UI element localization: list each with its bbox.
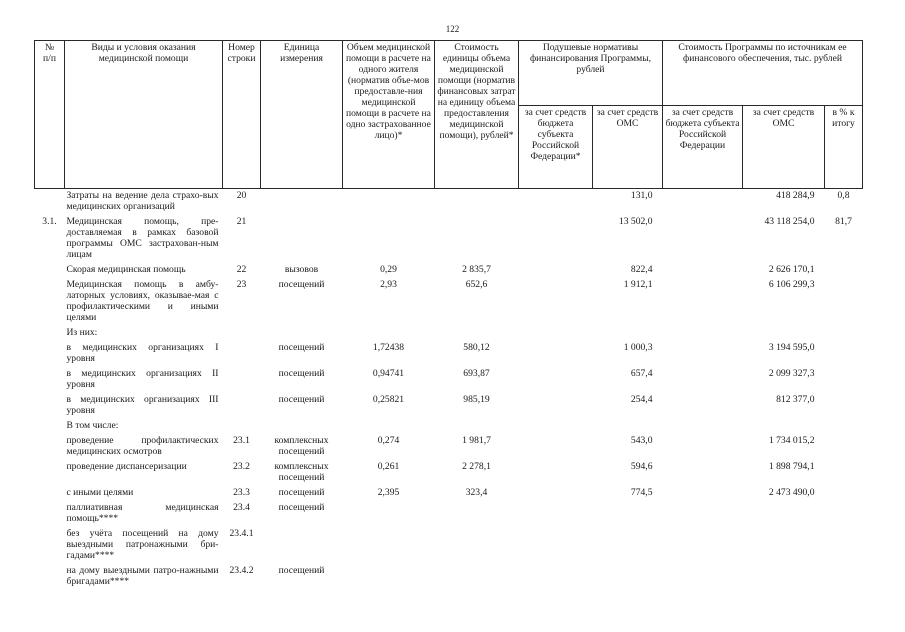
cell-num <box>35 527 65 564</box>
cell-volume <box>343 189 435 216</box>
cell-row <box>223 393 261 419</box>
table-row <box>35 326 863 341</box>
cell-num <box>35 419 65 434</box>
cell-name: Из них: <box>66 327 98 338</box>
cell-pr-budget <box>663 215 743 263</box>
cell-unit: посещений <box>278 487 325 498</box>
cell-pc-budget <box>519 263 593 278</box>
table-row <box>35 434 863 460</box>
cell-pct <box>825 263 863 278</box>
cell-unit: посещений <box>278 565 325 576</box>
cell-pct: 0,8 <box>837 190 850 201</box>
cell-row: 23 <box>236 279 247 290</box>
header-pr-pct: в % к итогу <box>825 106 863 189</box>
cell-cost: 693,87 <box>463 368 490 379</box>
cell-pc-oms: 254,4 <box>630 394 653 405</box>
cell-pct: 81,7 <box>835 216 852 227</box>
header-pr-budget: за счет средств бюджета субъекта Российской Федерации <box>663 106 743 189</box>
cell-name: Затраты на ведение дела страхо-вых медицинских организаций <box>66 190 219 212</box>
cell-name: В том числе: <box>66 420 119 431</box>
cell-row <box>223 367 261 393</box>
cell-pc-budget <box>519 393 593 419</box>
cell-row <box>223 326 261 341</box>
cell-pc-oms: 657,4 <box>630 368 653 379</box>
cell-num <box>35 460 65 486</box>
cell-cost <box>435 527 519 564</box>
cell-name: на дому выездными патро-нажными бригадами**** <box>66 565 219 587</box>
table-row <box>35 367 863 393</box>
cell-unit: посещений <box>278 342 325 353</box>
cell-row: 23.1 <box>233 435 250 446</box>
cell-cost <box>435 326 519 341</box>
header-num: № п/п <box>35 41 65 189</box>
cell-pct <box>825 341 863 367</box>
cell-pc-oms <box>593 527 663 564</box>
cell-pct <box>825 326 863 341</box>
cell-unit: комплексных посещений <box>274 461 329 483</box>
cell-volume <box>343 215 435 263</box>
cell-name: проведение диспансеризации <box>66 461 187 472</box>
cell-unit: посещений <box>278 368 325 379</box>
table-row <box>35 564 863 590</box>
header-unit: Единица измерения <box>261 41 343 189</box>
cell-pc-budget <box>519 419 593 434</box>
cell-pr-budget <box>663 326 743 341</box>
cell-pct <box>825 393 863 419</box>
header-program-cost: Стоимость Программы по источникам ее финансового обеспечения, тыс. рублей <box>663 41 863 106</box>
cell-cost <box>435 564 519 590</box>
table-row <box>35 263 863 278</box>
cell-pr-oms: 6 106 299,3 <box>768 279 815 290</box>
cell-pc-oms <box>593 564 663 590</box>
cell-pr-oms: 2 626 170,1 <box>768 264 815 275</box>
cell-cost: 2 278,1 <box>462 461 491 472</box>
cell-pc-oms: 1 912,1 <box>623 279 653 290</box>
cell-pct <box>825 278 863 326</box>
cell-pr-oms: 2 473 490,0 <box>768 487 815 498</box>
cell-pc-oms: 131,0 <box>630 190 653 201</box>
cell-name: Скорая медицинская помощь <box>66 264 186 275</box>
table-row <box>35 393 863 419</box>
cell-volume: 0,261 <box>377 461 400 472</box>
cell-name: в медицинских организациях II уровня <box>66 368 219 390</box>
cell-volume: 2,395 <box>377 487 400 498</box>
cell-volume: 2,93 <box>380 279 397 290</box>
cell-unit <box>261 215 343 263</box>
cell-pc-budget <box>519 434 593 460</box>
cell-name: Медицинская помощь в амбу-латорных условиях, оказывае-мая с профилактическими и иными целями <box>66 279 219 323</box>
cell-pc-budget <box>519 486 593 501</box>
cell-cost: 2 835,7 <box>462 264 491 275</box>
cell-name: в медицинских организациях I уровня <box>66 342 219 364</box>
cell-cost: 1 981,7 <box>462 435 491 446</box>
cell-num <box>35 189 65 216</box>
cell-row: 20 <box>236 190 247 201</box>
cell-cost: 985,19 <box>463 394 490 405</box>
cell-pc-oms <box>593 419 663 434</box>
cell-pct <box>825 460 863 486</box>
cell-row: 23.4.1 <box>229 528 254 539</box>
cell-pc-oms <box>593 501 663 527</box>
cell-volume <box>343 527 435 564</box>
cell-cost: 580,12 <box>463 342 490 353</box>
cell-num <box>35 564 65 590</box>
cell-num <box>35 486 65 501</box>
cell-pr-oms: 1 734 015,2 <box>768 435 815 446</box>
cell-pr-budget <box>663 393 743 419</box>
cell-cost <box>435 215 519 263</box>
cell-pct <box>825 527 863 564</box>
cell-num <box>35 367 65 393</box>
table-row <box>35 278 863 326</box>
cell-pr-oms <box>743 501 825 527</box>
table-row <box>35 419 863 434</box>
cell-name: Медицинская помощь, пре-доставляемая в рамках базовой программы ОМС застрахован-ным лицам <box>66 216 219 260</box>
cell-pr-budget <box>663 434 743 460</box>
program-cost-table <box>34 40 863 590</box>
header-pc-oms: за счет средств ОМС <box>593 106 663 189</box>
cell-pr-budget <box>663 341 743 367</box>
cell-volume <box>343 501 435 527</box>
header-pc-budget: за счет средств бюджета субъекта Российской Федерации* <box>519 106 593 189</box>
cell-volume: 0,274 <box>377 435 400 446</box>
cell-volume: 0,29 <box>380 264 397 275</box>
table-row <box>35 527 863 564</box>
cell-row: 21 <box>236 216 247 227</box>
cell-pc-budget <box>519 278 593 326</box>
cell-num <box>35 393 65 419</box>
cell-pc-budget <box>519 215 593 263</box>
cell-pc-budget <box>519 189 593 216</box>
cell-unit <box>261 189 343 216</box>
cell-name: в медицинских организациях III уровня <box>66 394 219 416</box>
table-row <box>35 501 863 527</box>
cell-pc-budget <box>519 341 593 367</box>
cell-unit: посещений <box>278 502 325 513</box>
cell-name: проведение профилактических медицинских осмотров <box>66 435 219 457</box>
cell-volume: 0,94741 <box>372 368 405 379</box>
cell-num <box>35 263 65 278</box>
cell-pr-oms: 43 118 254,0 <box>764 216 815 227</box>
cell-pct <box>825 434 863 460</box>
cell-pc-oms: 594,6 <box>630 461 653 472</box>
cell-pr-budget <box>663 189 743 216</box>
table-row <box>35 189 863 216</box>
table-row <box>35 341 863 367</box>
cell-pr-budget <box>663 486 743 501</box>
cell-pr-oms <box>743 564 825 590</box>
cell-volume <box>343 564 435 590</box>
cell-pct <box>825 367 863 393</box>
cell-row <box>223 419 261 434</box>
cell-pr-budget <box>663 367 743 393</box>
header-row: Номер строки <box>223 41 261 189</box>
cell-volume: 0,25821 <box>372 394 405 405</box>
cell-pc-oms: 543,0 <box>630 435 653 446</box>
cell-volume <box>343 326 435 341</box>
table-row <box>35 460 863 486</box>
cell-pc-oms: 822,4 <box>630 264 653 275</box>
cell-pr-budget <box>663 527 743 564</box>
cell-pr-oms <box>743 419 825 434</box>
cell-unit: посещений <box>278 279 325 290</box>
cell-num <box>35 341 65 367</box>
header-pr-oms: за счет средств ОМС <box>743 106 825 189</box>
cell-pr-oms <box>743 527 825 564</box>
cell-pct <box>825 564 863 590</box>
cell-row: 23.4 <box>233 502 250 513</box>
cell-pct <box>825 419 863 434</box>
cell-pc-budget <box>519 367 593 393</box>
cell-name: без учёта посещений на дому выездными патронажными бри-гадами**** <box>66 528 219 561</box>
header-volume: Объем медицинской помощи в расчете на одного жителя (норматив объе-мов предоставле-ния медицинской помощи в расчете на одно застрахованное лицо)* <box>343 41 435 189</box>
cell-volume <box>343 419 435 434</box>
cell-cost <box>435 501 519 527</box>
cell-pc-budget <box>519 501 593 527</box>
header-per-capita: Подушевые нормативы финансирования Программы, рублей <box>519 41 663 106</box>
table-body <box>35 189 863 591</box>
cell-pr-oms: 1 898 794,1 <box>768 461 815 472</box>
cell-name: паллиативная медицинская помощь**** <box>66 502 219 524</box>
cell-num: 3.1. <box>42 216 57 227</box>
table-row <box>35 486 863 501</box>
cell-row: 23.3 <box>233 487 250 498</box>
cell-pr-oms <box>743 326 825 341</box>
cell-unit: посещений <box>278 394 325 405</box>
cell-num <box>35 278 65 326</box>
cell-cost: 323,4 <box>465 487 488 498</box>
cell-unit <box>261 527 343 564</box>
cell-pct <box>825 486 863 501</box>
cell-pr-budget <box>663 419 743 434</box>
cell-pc-budget <box>519 326 593 341</box>
cell-pr-budget <box>663 460 743 486</box>
cell-pr-oms: 812 377,0 <box>776 394 815 405</box>
cell-row: 22 <box>236 264 247 275</box>
cell-pct <box>825 501 863 527</box>
cell-pc-oms: 1 000,3 <box>623 342 653 353</box>
cell-pr-budget <box>663 278 743 326</box>
cell-unit: вызовов <box>284 264 319 275</box>
cell-cost <box>435 419 519 434</box>
cell-pc-budget <box>519 564 593 590</box>
cell-num <box>35 501 65 527</box>
cell-row: 23.4.2 <box>229 565 254 576</box>
cell-num <box>35 326 65 341</box>
cell-pr-budget <box>663 263 743 278</box>
cell-pr-oms: 418 284,9 <box>776 190 815 201</box>
cell-unit <box>261 419 343 434</box>
header-name: Виды и условия оказания медицинской помощи <box>65 41 223 189</box>
cell-pc-oms <box>593 326 663 341</box>
cell-row: 23.2 <box>233 461 250 472</box>
cell-pr-oms: 2 099 327,3 <box>768 368 815 379</box>
cell-pr-oms: 3 194 595,0 <box>768 342 815 353</box>
cell-pc-budget <box>519 527 593 564</box>
cell-unit <box>261 326 343 341</box>
cell-unit: комплексных посещений <box>274 435 329 457</box>
cell-pr-budget <box>663 501 743 527</box>
header-cost: Стоимость единицы объема медицинской помощи (норматив финансовых затрат на единицу объема предоставления медицинской помощи), рублей* <box>435 41 519 189</box>
cell-pr-budget <box>663 564 743 590</box>
cell-row <box>223 341 261 367</box>
table-row <box>35 215 863 263</box>
cell-num <box>35 434 65 460</box>
cell-pc-oms: 774,5 <box>630 487 653 498</box>
cell-volume: 1,72438 <box>372 342 405 353</box>
cell-cost <box>435 189 519 216</box>
cell-pc-budget <box>519 460 593 486</box>
cell-pc-oms: 13 502,0 <box>618 216 653 227</box>
cell-cost: 652,6 <box>465 279 488 290</box>
cell-name: с иными целями <box>66 487 134 498</box>
page-number: 122 <box>445 24 460 34</box>
